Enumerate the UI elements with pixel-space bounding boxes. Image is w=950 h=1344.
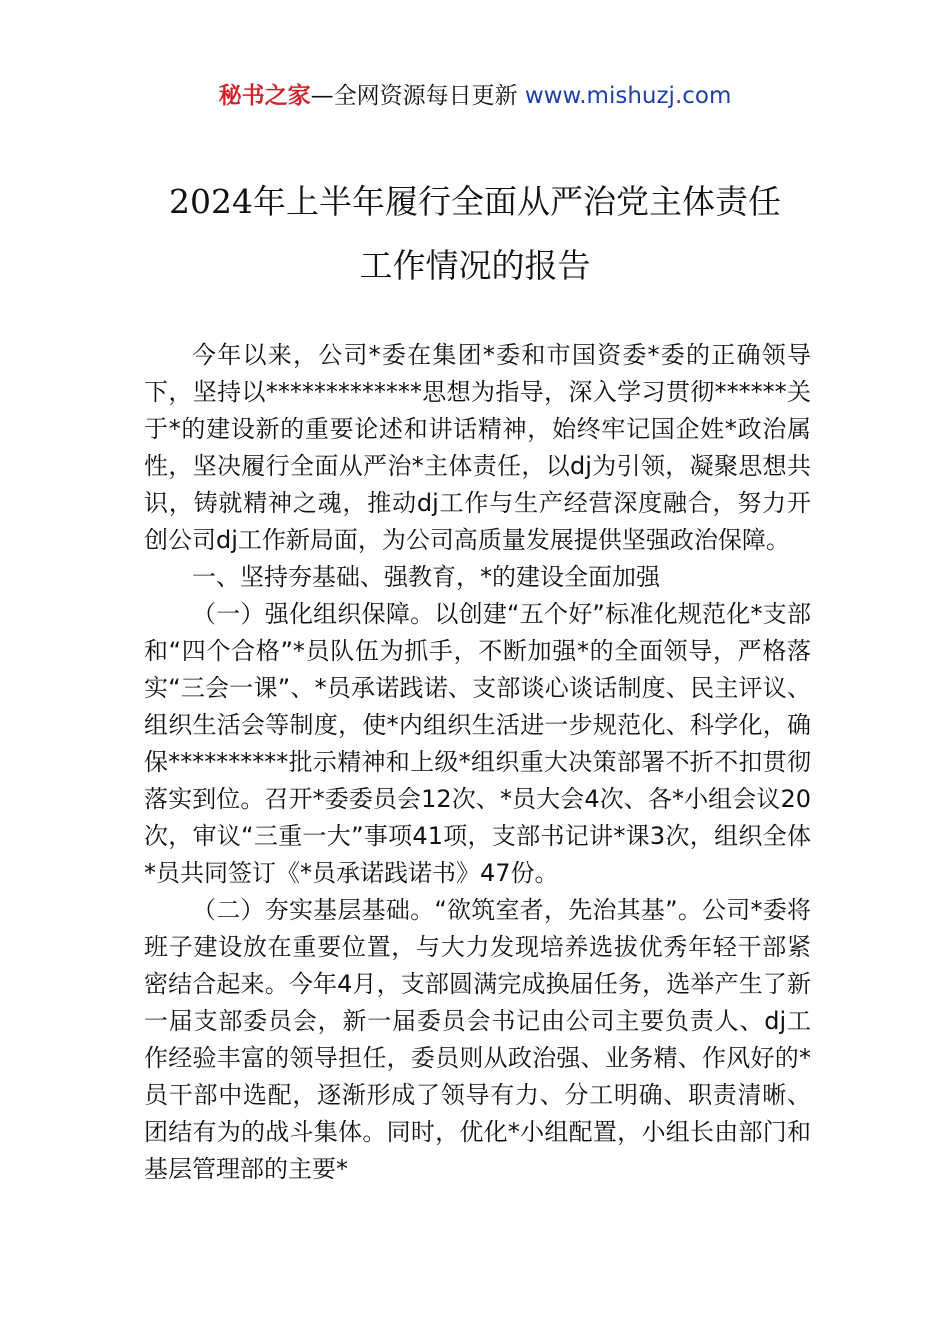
title-line-1: 2024年上半年履行全面从严治党主体责任	[169, 182, 781, 221]
section-heading-1: 一、坚持夯基础、强教育，*的建设全面加强	[192, 563, 660, 591]
site-header	[0, 80, 950, 112]
title-line-2: 工作情况的报告	[359, 246, 591, 285]
paragraph-foundation: （二）夯实基层基础。“欲筑室者，先治其基”。公司*委将班子建设放在重要位置，与大力发现培养选拔优秀年轻干部紧密结合起来。今年4月，支部圆满完成换届任务，选举产生了新一届支部委员会，新一届委员会书记由公司主要负责人、dj工作经验丰富的领导担任，委员则从政治强、业务精、作风好的*员干部中选配，逐渐形成了领导有力、分工明确、职责清晰、团结有为的战斗集体。同时，优化*小组配置，小组长由部门和基层管理部的主要*	[144, 896, 811, 1183]
site-url[interactable]: www.mishuzj.com	[524, 83, 732, 109]
site-tagline: —全网资源每日更新	[310, 83, 525, 109]
document-body	[144, 337, 811, 1188]
paragraph-organization: （一）强化组织保障。以创建“五个好”标准化规范化*支部和“四个合格”*员队伍为抓手，不断加强*的全面领导，严格落实“三会一课”、*员承诺践诺、支部谈心谈话制度、民主评议、组织生活会等制度，使*内组织生活进一步规范化、科学化，确保**********批示精神和上级*组织重大决策部署不折不扣贯彻落实到位。召开*委委员会12次、*员大会4次、各*小组会议20次，审议“三重一大”事项41项，支部书记讲*课3次，组织全体*员共同签订《*员承诺践诺书》47份。	[144, 600, 811, 887]
document-title	[0, 170, 950, 298]
site-brand: 秘书之家	[218, 83, 311, 109]
intro-paragraph: 今年以来，公司*委在集团*委和市国资委*委的正确领导下，坚持以*************思想为指导，深入学习贯彻******关于*的建设新的重要论述和讲话精神，始终牢记国企姓*政治属性，坚决履行全面从严治*主体责任，以dj为引领，凝聚思想共识，铸就精神之魂，推动dj工作与生产经营深度融合，努力开创公司dj工作新局面，为公司高质量发展提供坚强政治保障。	[144, 341, 811, 554]
